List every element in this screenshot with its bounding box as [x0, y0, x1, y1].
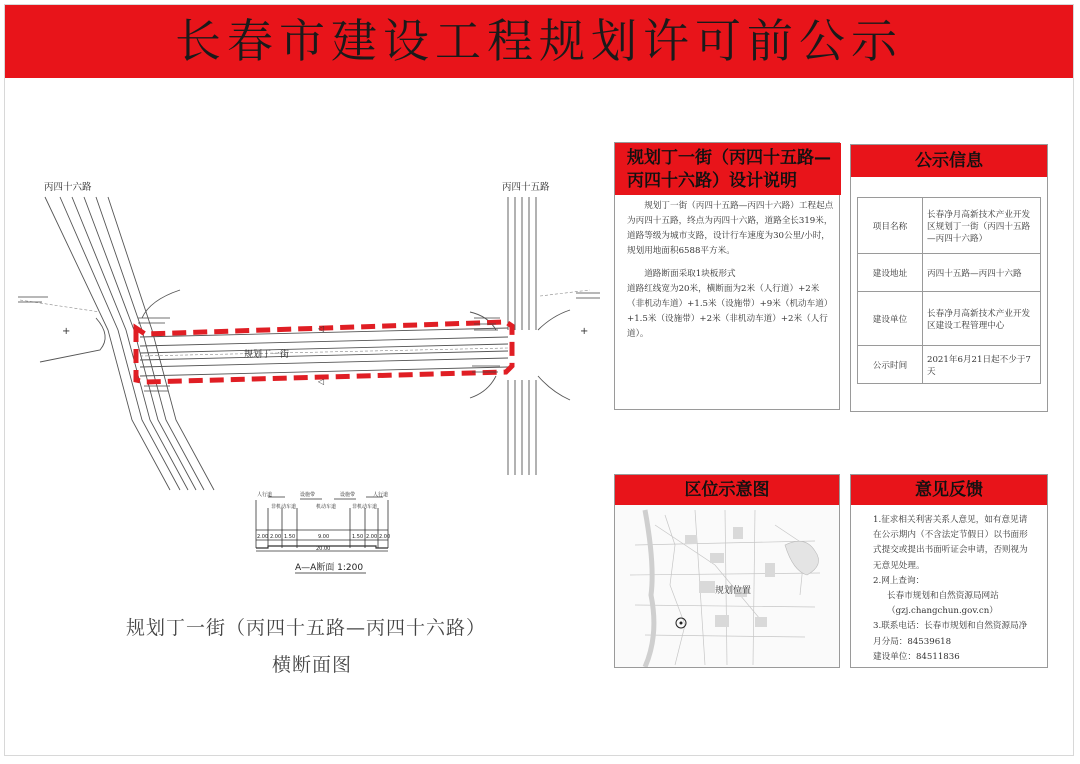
feedback-website-url: （gzj.changchun.gov.cn）	[887, 606, 998, 617]
info-value-project: 长春净月高新技术产业开发区规划丁一街（丙四十五路—丙四十六路）	[923, 198, 1041, 254]
feedback-phone: 3.联系电话：长春市规划和自然资源局净月分局：84539618	[873, 621, 1028, 647]
section-dim-2: 2.00	[270, 534, 282, 540]
street-label: 规划丁一街	[244, 350, 290, 360]
info-value-builder: 长春净月高新技术产业开发区建设工程管理中心	[923, 292, 1041, 346]
table-row	[858, 292, 1041, 346]
design-description-para2: 道路断面采取1块板形式	[644, 269, 736, 279]
table-row	[858, 198, 1041, 254]
info-key-project: 项目名称	[858, 198, 923, 254]
location-marker-label: 规划位置	[715, 586, 752, 596]
feedback-line2: 2.网上查询：	[873, 575, 925, 586]
page-title: 长春市建设工程规划许可前公示	[175, 14, 903, 68]
public-info-header: 公示信息	[851, 145, 1047, 177]
table-row	[858, 346, 1041, 384]
info-value-time: 2021年6月21日起不少于7天	[923, 346, 1041, 384]
info-key-address: 建设地址	[858, 254, 923, 292]
table-row	[858, 254, 1041, 292]
location-map	[615, 505, 839, 667]
section-dim-3: 1.50	[284, 534, 296, 540]
design-description-title-line2: 丙四十六路）设计说明	[627, 171, 797, 191]
svg-text:+: +	[62, 326, 71, 337]
location-map-panel	[614, 474, 840, 668]
drawing-caption-line2: 横断面图	[272, 654, 353, 676]
section-label-bike-left: 非机动车道	[271, 504, 297, 510]
section-label-facility-left: 设施带	[300, 492, 316, 498]
feedback-header: 意见反馈	[851, 475, 1047, 505]
section-dim-4: 9.00	[318, 534, 330, 540]
section-dim-6: 2.00	[366, 534, 378, 540]
section-total: 20.00	[316, 546, 331, 552]
section-label-sidewalk-left: 人行道	[257, 492, 273, 498]
location-map-header: 区位示意图	[615, 475, 839, 505]
section-label-facility-right: 设施带	[340, 492, 356, 498]
public-info-table	[857, 197, 1041, 384]
info-value-address: 丙四十五路—丙四十六路	[923, 254, 1041, 292]
section-title: A—A断面 1:200	[295, 563, 364, 573]
design-description-para3: 道路红线宽为20米，横断面为2米（人行道）+2米（非机动车道）+1.5米（设施带）+9米（机动车道）+1.5米（设施带）+2米（非机动车道）+2米（人行道）。	[627, 284, 833, 339]
road-plan-drawing	[0, 0, 600, 600]
feedback-builder-phone: 建设单位：84511836	[873, 651, 960, 662]
svg-text:◁: ◁	[318, 324, 325, 333]
right-road-label: 丙四十五路	[502, 182, 550, 193]
section-dim-7: 2.00	[379, 534, 391, 540]
info-key-time: 公示时间	[858, 346, 923, 384]
cross-section-diagram	[256, 491, 390, 573]
section-dim-1: 2.00	[257, 534, 269, 540]
design-description-title-line1: 规划丁一街（丙四十五路—	[627, 148, 831, 168]
public-info-panel	[850, 144, 1048, 412]
left-road-label: 丙四十六路	[44, 182, 92, 193]
svg-text:◁: ◁	[318, 377, 325, 386]
section-label-sidewalk-right: 人行道	[373, 492, 389, 498]
design-description-panel	[614, 142, 840, 410]
design-description-header	[615, 143, 841, 195]
feedback-panel	[850, 474, 1048, 668]
feedback-website: 长春市规划和自然资源局网站	[887, 591, 999, 602]
feedback-line1: 1.征求相关利害关系人意见，如有意见请在公示期内（不含法定节假日）以书面形式提交或提出书面听证会申请，否则视为无意见处理。	[873, 515, 1028, 571]
section-dim-5: 1.50	[352, 534, 364, 540]
info-key-builder: 建设单位	[858, 292, 923, 346]
drawing-caption-line1: 规划丁一街（丙四十五路—丙四十六路）	[126, 617, 487, 639]
section-label-motor: 机动车道	[316, 504, 337, 510]
svg-text:+: +	[580, 326, 589, 337]
section-label-bike-right: 非机动车道	[352, 504, 378, 510]
design-description-para1: 规划丁一街（丙四十五路—丙四十六路）工程起点为丙四十五路，终点为丙四十六路，道路全长319米，道路等级为城市支路，设计行车速度为30公里/小时，规划用地面积6588平方米。	[627, 201, 834, 256]
